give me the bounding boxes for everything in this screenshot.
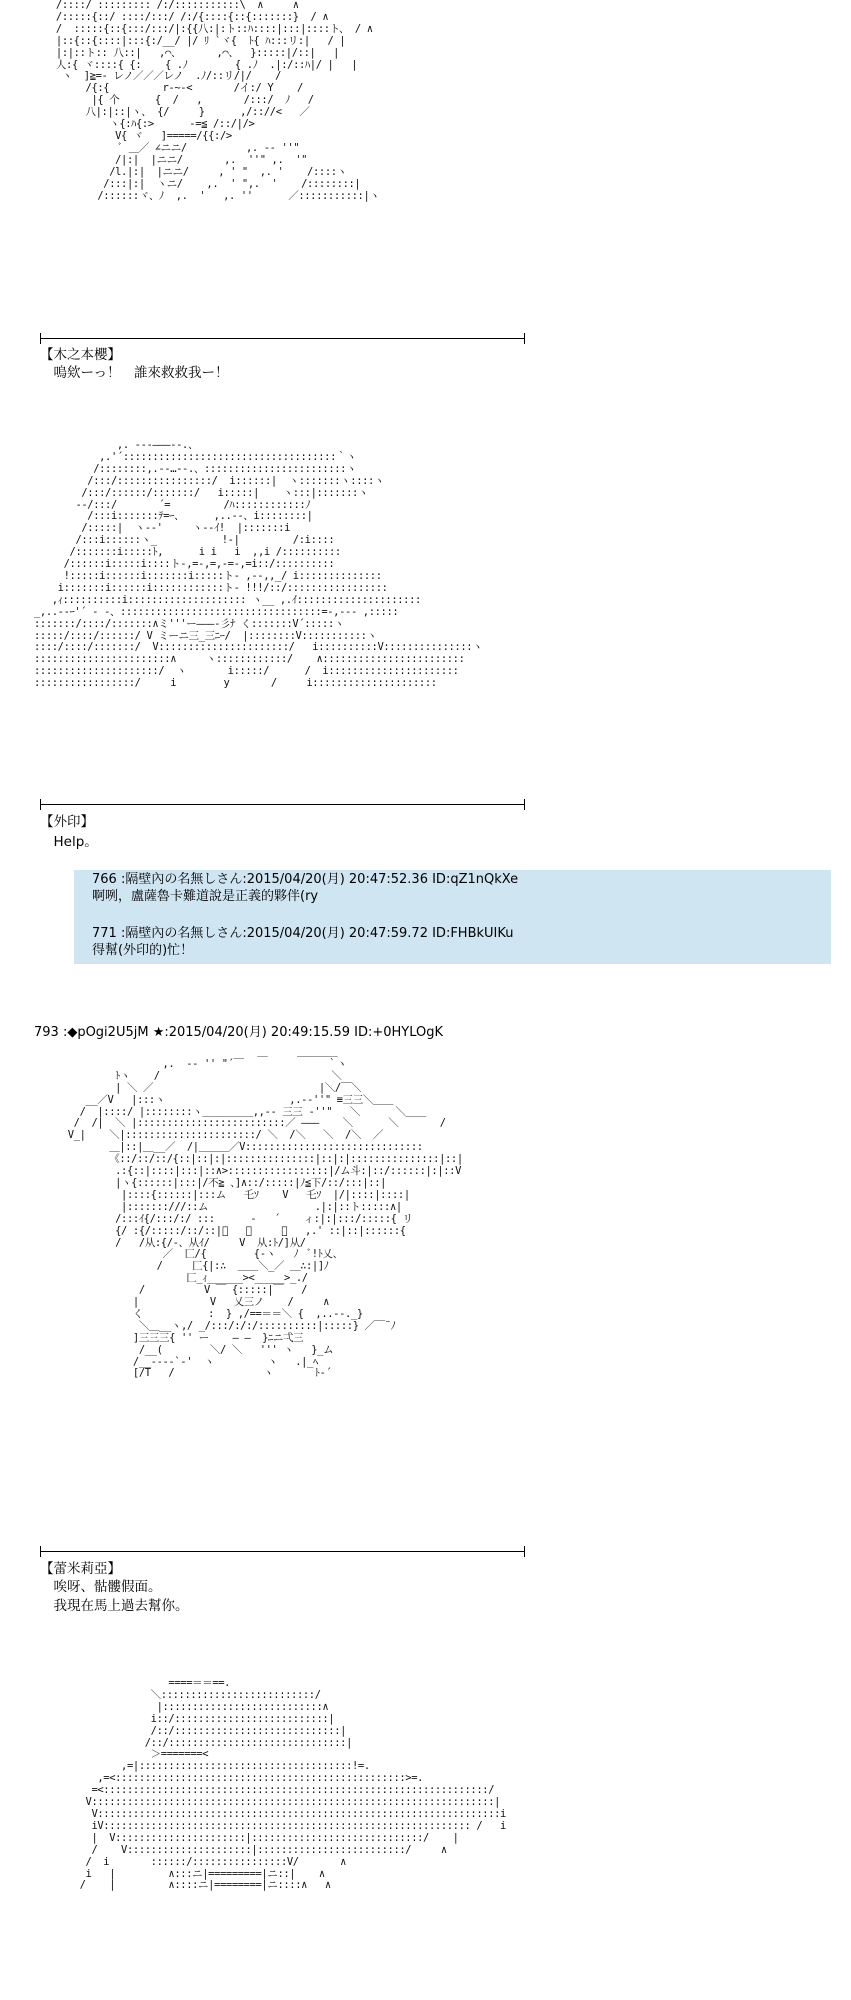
post-header: 793 :◆pOgi2U5jM ★:2015/04/20(月) 20:49:15.59 ID:+0HYLOgK <box>34 1025 444 1040</box>
comment-body: 啊咧，盧薩魯卡難道說是正義的夥伴(ry <box>92 889 319 904</box>
dialogue-line: Help。 <box>40 834 98 850</box>
ascii-art-1: /::::/ ::::::::: /:/:::::::::::\ ∧ ∧ /:::::{::/ ::::/:::/ /:/{::::{::{:::::::} / ∧ / :::::{::{:::/:::/|:{{八:|:ト::ﾊ::::|:::|::::ト、 / ∧ |::{::{::::|:::{:/__/ |/ ﾘ `ヾ{ ﾄ{ ﾊ:::リ:| / | |:|::ト:: 八::| ,⌒、 ,⌒、 }:::::|/::| | 人:{ ヾ::::{ {: { .ﾉ { .ﾉ .|:/::ﾊ|/ | | ヽ ]≧=- レノ／／／レノ .ﾉ/::リ/|/ / /{:{ r‐~‐< /イ:/ Y / |{ 个 { / , /:::/ ﾉ / 八|:|::|ヽ、 {/ } ,/:://< ／ ヽ{:ﾊ{:> -=≦ /::/|/> V{ ヾ ]=====/{{:/> ﾞ ＿／ ∠ニニ/ ,. -‐ ''" /|:| |ニニ/ ,. ''" ,. '" /l.|:| |ニニ/ , ' " ,. ' /::::ヽ /:::|:| ヽニ/ ,. ' ",. ' /::::::::| /::::::ヾ、ﾉ ,. ' ,. '' ／:::::::::::|ヽ <box>55 0 380 202</box>
speaker-label: 【外印】 <box>40 814 94 830</box>
dialogue-line: 嗚欸ーっ！ 誰來救救我ー！ <box>40 365 229 381</box>
separator-tick-left <box>40 333 41 344</box>
separator-line <box>40 1551 525 1552</box>
ascii-art-2: ,. ---―――‐-.、 ,.'´::::::::::::::::::::::::::::::::::::｀ヽ /::::::::,.-‐…‐-.、::::::::::::::::::::::::ヽ /:::/::::::::::::::::/ i::::::| ヽ:::::::ヽ::::ヽ /:::/::::::/:::::::/ i:::::| ヽ:::|:::::::ヽ --/:::/ ´= /ﾊ::::::::::::ﾉ /:::i:::::::ﾃ=ｰ、 ,..--、i::::::::| /:::::| ヽ‐-' ヽ‐-ｲ! |:::::::i /:::i::::::ヽ_ !-| /:i:::: /:::::::i:::::ﾄ, i i i ,,i /:::::::::: /::::::i:::::i::::ト-,=-,=,-=-,=i::/:::::::::: !:::::i::::::i:::::::i:::::ト- ,--,,_/ i:::::::::::::: i:::::::i::::::i::::::::::::ト- !!!/::/::::::::::::::::: ,ｨ::::::::::i:::::::::::::::::::: ヽ__ ,.ｲ::::::::::::::::::::: _,..--ｰ'´ ‐ -、::::::::::::::::::::::::::::::::::=-,--- ,::::: :::::::/::::/:::::::∧ミ'''ー―――-彡ﾅ く:::::::V´:::::ヽ :::::/::::/::::::/ V ミーニ三_三ﾆｰ/ |::::::::V:::::::::::ヽ ::::/::::/:::::::/ V::::::::::::::::::::::/ i::::::::::V:::::::::::::::ヽ :::::::::::::::::::::::∧ ヽ::::::::::::/ ∧:::::::::::::::::::::::: :::::::::::::::::::::/ ヽ i:::::/ / i:::::::::::::::::::::: :::::::::::::::::/ i y / i::::::::::::::::::::: <box>34 439 483 690</box>
comment-header: 771 :隔壁內の名無しさん:2015/04/20(月) 20:47:59.72 ID:FHBkUIKu <box>92 926 514 941</box>
comment-quote-box <box>74 870 831 964</box>
dialogue-line: 我現在馬上過去幫你。 <box>40 1598 189 1614</box>
comment-body: 得幫(外印的)忙！ <box>92 943 194 958</box>
separator-tick-right <box>524 1546 525 1557</box>
separator-tick-right <box>524 799 525 810</box>
separator-tick-left <box>40 1546 41 1557</box>
speaker-label: 【蕾米莉亞】 <box>40 1561 121 1577</box>
ascii-art-3: ＿ ＿＿＿＿ ,. -‐ '' "´￣ ｀ヽ ﾄヽ / ＼ | ＼ ／ |＼/￣＼ __／V |:::ヽ ,.-‐''" ≡三三＼＿＿ / |::::/ |::::::::ヽ＿＿＿＿＿,,-‐ 三三 ‐''" ＼ ＼＿＿ / /| ＼ |:::::::::::::::::::::::::／ ――― ＼ ＼ / V_| ＼|::::::::::::::::::::::/ ＼ /＼ ＼ /＼ ／ ＿|::|＿__／ /|＿＿＿／V:::::::::::::::::::::::::::::: 《::/::/::/{::|::|:|:::::::::::::::|::|:|:::::::::::::::|::| .:{::|::::|:::|::∧>:::::::::::::::::|/ム斗:|::/::::::|:|::V |ヽ{::::::|:::|/不≧ 、]∧::/:::::|ﾉ≦下/::/:::|::| |::::{::::::|:::ム 乇ｿ V 乇ｿ |/|::::|::::| |:::::::///::ム .|:|::ト:::::∧| /:::ｲ{/:::/:/ ::: - ´ ィ:|:|:::/:::::{ リ {/ :{/:::::/::/::|ﾟ ￣ ー ,.' ::|::|::::::{ / /从:{/‐、从ｲ/ V 从:ﾄ/]从/ ／ 匚/{ {‐ヽ ﾉ ﾞ!ﾄ乂、 / 匚{|:∴ ＿＿＼_／ ＿∴:|]ﾉ 匚_ｨ______><_____>_./ / V ￣ {:::::|￣ / | V 乂三ノ / ∧ く : } ,/==＝＝＼ { ,..--._} ＼＿__ヽ,/ _/:::/:/:/::::::::::|:::::} ／￣¨ﾉ ]三三三{ '' ー ― ― }ﾆニ弌三 /__( ＼/ ＼ ''' ヽ }_ム /__--‐-`-' ヽ ヽ .|_ﾍ [/T / ヽ ﾄ-´ <box>67 1046 463 1380</box>
comment-header: 766 :隔壁內の名無しさん:2015/04/20(月) 20:47:52.36 ID:qZ1nQkXe <box>92 872 519 887</box>
speaker-label: 【木之本櫻】 <box>40 347 121 363</box>
separator-tick-right <box>524 333 525 344</box>
separator-tick-left <box>40 799 41 810</box>
dialogue-line: 唉呀、骷髏假面。 <box>40 1579 162 1595</box>
separator-line <box>40 804 525 805</box>
separator-line <box>40 338 525 339</box>
ascii-art-4: ====＝＝==. ＼::::::::::::::::::::::::::/ |:::::::::::::::::::::::::::∧ i::/::::::::::::::::::::::::::| /::/::::::::::::::::::::::::::::| /::/::::::::::::::::::::::::::::::| ＞=======< ,=|::::::::::::::::::::::::::::::::::::!=. ,=<:::::::::::::::::::::::::::::::::::::::::::::::::>=. =<:::::::::::::::::::::::::::::::::::::::::::::::::::::::::::::::::/ V::::::::::::::::::::::::::::::::::::::::::::::::::::::::::::::::::::| V::::::::::::::::::::::::::::::::::::::::::::::::::::::::::::::::::::i iV:::::::::::::::::::::::::::::::::::::::::::::::::::::::::::::: / i | V::::::::::::::::::::::|:::::::::::::::::::::::::::::/ | / V:::::::::::::::::::::|:::::::::::::::::::::::::/ ∧ / i ::::::/::::::::::::::::V/ ∧ i | ∧:::ニ|=========|ニ::| ∧ / | ∧::::ニ|========|ニ::::∧ ∧ <box>79 1677 506 1892</box>
